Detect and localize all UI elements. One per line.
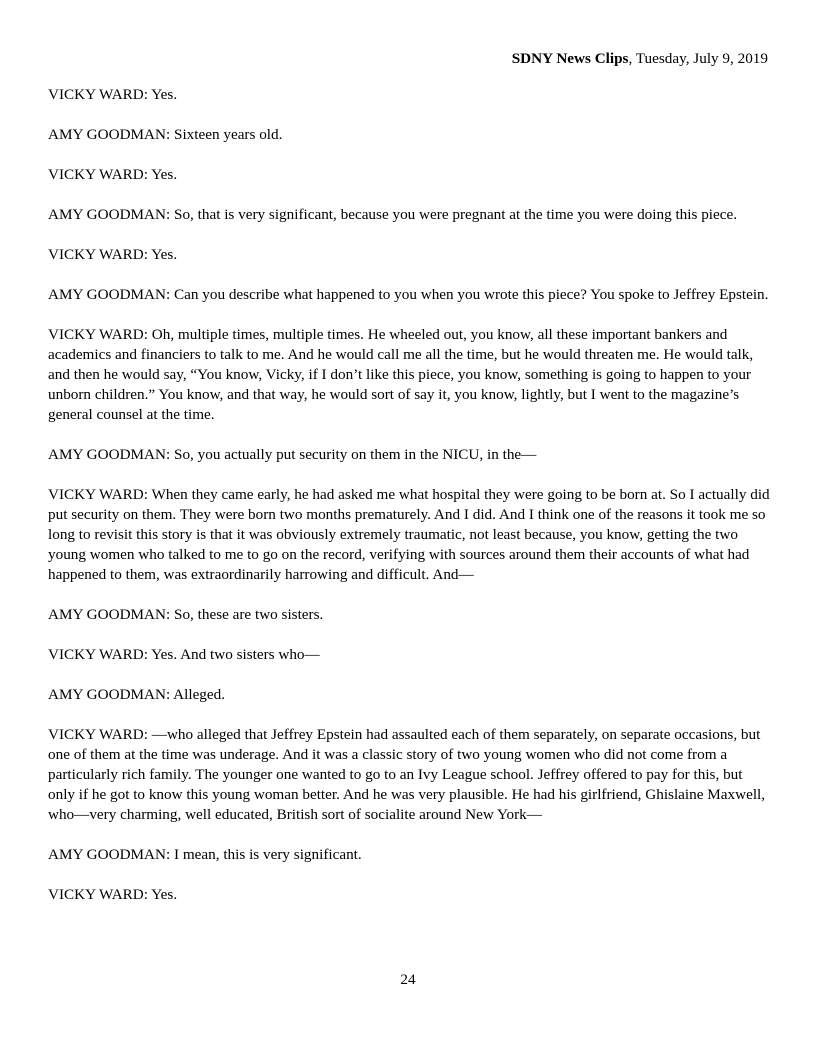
transcript-paragraph: AMY GOODMAN: Can you describe what happened to you when you wrote this piece? You spoke to Jeffrey Epstein. [48, 286, 769, 303]
transcript-paragraph: AMY GOODMAN: So, that is very significant, because you were pregnant at the time you were doing this piece. [48, 206, 738, 223]
page-number: 24 [400, 971, 416, 988]
transcript-paragraph: VICKY WARD: Yes. [48, 886, 178, 903]
transcript-paragraph: VICKY WARD: When they came early, he had asked me what hospital they were going to be born at. So I actually did put security on them. They were born two months prematurely. And I did. And I think one of the reasons it took me so long to revisit this story is that it was obviously extremely traumatic, not least because, you know, getting the two young women who talked to me to go on the record, verifying with sources around them their accounts of what had happened to them, was extraordinarily harrowing and difficult. And— [48, 486, 770, 583]
transcript-paragraph: AMY GOODMAN: So, these are two sisters. [48, 606, 324, 623]
page-header [512, 49, 768, 68]
transcript-body [48, 85, 770, 925]
transcript-paragraph: AMY GOODMAN: Sixteen years old. [48, 126, 283, 143]
transcript-paragraph: VICKY WARD: Yes. [48, 86, 178, 103]
transcript-paragraph: AMY GOODMAN: Alleged. [48, 686, 226, 703]
transcript-paragraph: VICKY WARD: Yes. And two sisters who— [48, 646, 320, 663]
transcript-paragraph: VICKY WARD: —who alleged that Jeffrey Epstein had assaulted each of them separately, on separate occasions, but one of them at the time was underage. And it was a classic story of two young women who did not come from a particularly rich family. The younger one wanted to go to an Ivy League school. Jeffrey offered to pay for this, but only if he got to know this young woman better. And he was very plausible. He had his girlfriend, Ghislaine Maxwell, who—very charming, well educated, British sort of socialite around New York— [48, 726, 766, 823]
transcript-paragraph: AMY GOODMAN: I mean, this is very significant. [48, 846, 362, 863]
header-date: , Tuesday, July 9, 2019 [628, 50, 768, 67]
transcript-paragraph: VICKY WARD: Yes. [48, 246, 178, 263]
transcript-paragraph: AMY GOODMAN: So, you actually put security on them in the NICU, in the— [48, 446, 537, 463]
transcript-paragraph: VICKY WARD: Yes. [48, 166, 178, 183]
transcript-paragraph: VICKY WARD: Oh, multiple times, multiple times. He wheeled out, you know, all these important bankers and academics and financiers to talk to me. And he would call me all the time, but he would threaten me. He would talk, and then he would say, “You know, Vicky, if I don’t like this piece, you know, something is going to happen to your unborn children.” You know, and that way, he would sort of say it, you know, lightly, but I went to the magazine’s general counsel at the time. [48, 326, 754, 423]
publication-name: SDNY News Clips [511, 50, 629, 67]
